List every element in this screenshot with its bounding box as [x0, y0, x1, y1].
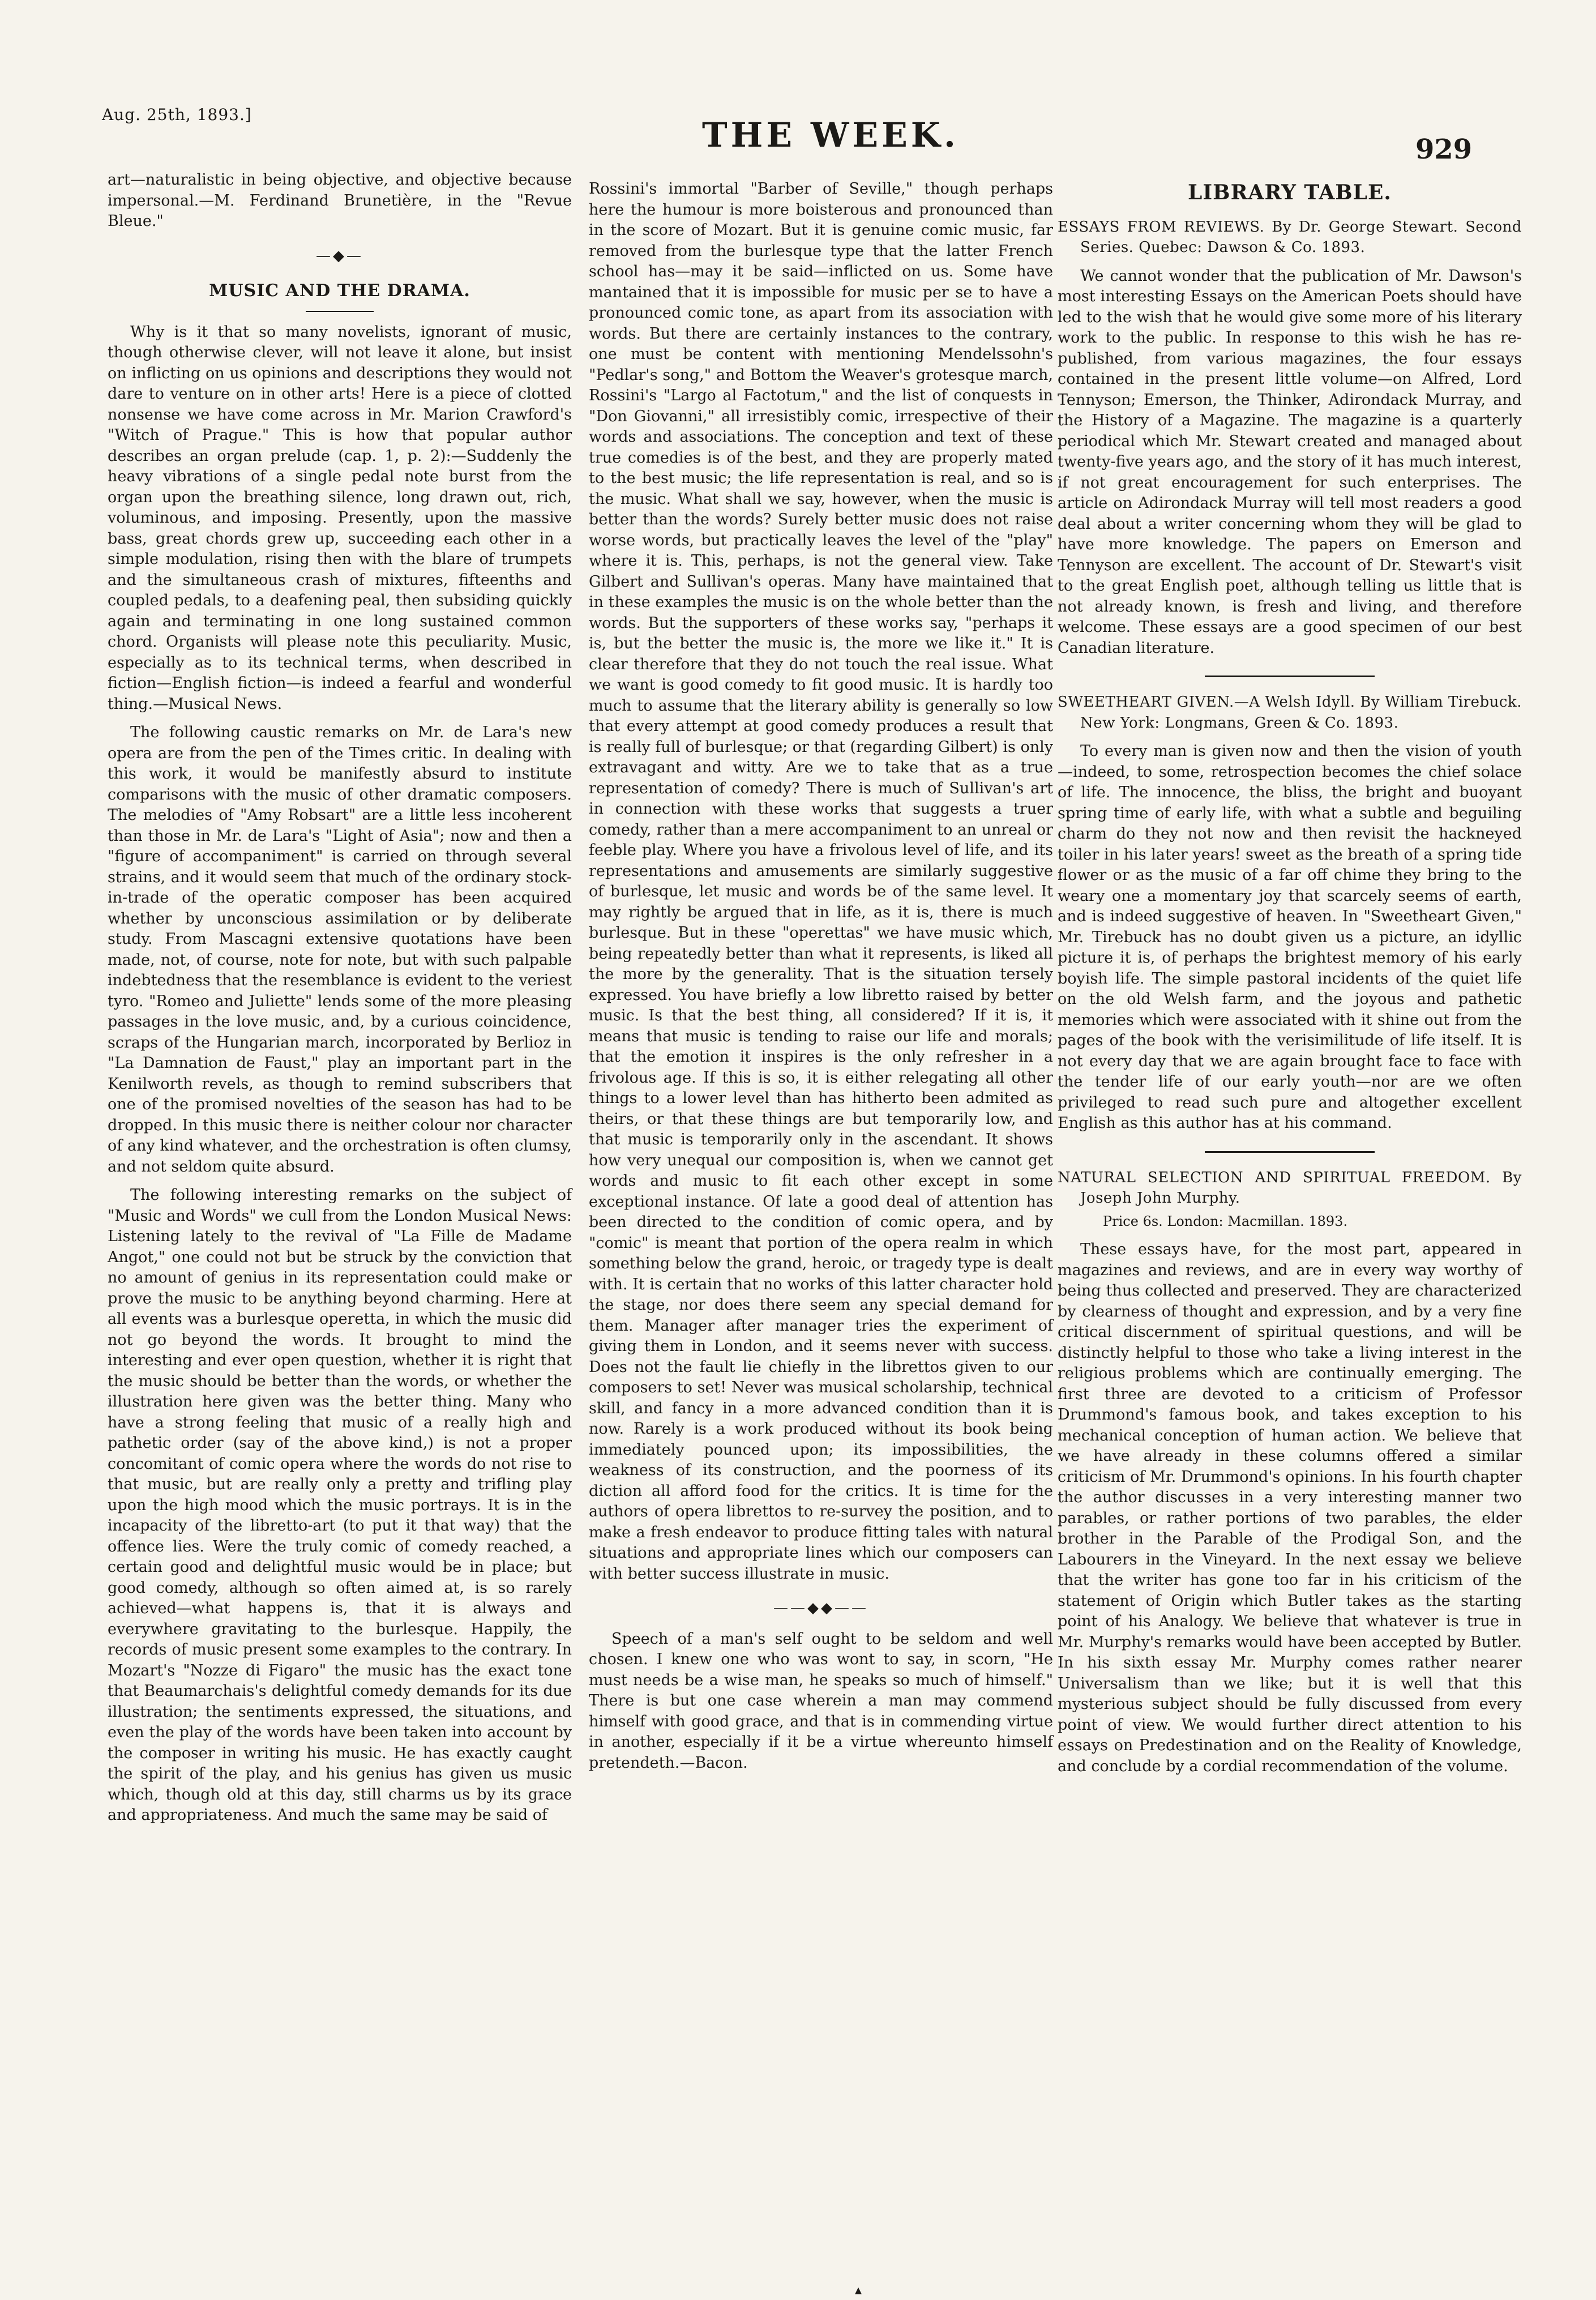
masthead-title: THE WEEK.	[702, 116, 959, 155]
paragraph: The following interesting remarks on the subject of "Music and Words" we cull from the London Musical News: Listening lately to the revival of "La Fille de Madame Angot," one could not but be struck by the conviction that no amount of genius in its representation could make or prove the music to be anything beyond charming. Here at all events was a burlesque operetta, in which the music did not go beyond the words. It brought to mind the interesting and ever open question, whether it is right that the music should be better than the words, or whether the illustration here given was the better thing. Many who have a strong feeling that music of a really high and pathetic order (say of the above kind,) is not a proper concomitant of comic opera where the words do not rise to that music, but are really only a pretty and trifling play upon the high mood which the music portrays. It is in the incapacity of the libretto-art (to put it that way) that the offence lies. Were the truly comic of comedy reached, a certain good and delightful music would be in place; but good comedy, although so often aimed at, is so rarely achieved—what happens is, that it is always and everywhere gravitating to the burlesque. Happily, the records of music present some examples to the contrary. In Mozart's "Nozze di Figaro" the music has the exact tone that Beaumarchais's delightful comedy demands for its due illustration; the sentiments expressed, the situations, and even the play of the words have been taken into account by the composer in writing his music. He has exactly caught the spirit of the play, and his genius has given us music which, though old at this day, still charms us by its grace and appropriateness. And much the same may be said of	[108, 1186, 572, 1824]
review-body: To every man is given now and then the vision of youth—indeed, to some, retrospection becomes the chief solace of life. The innocence, the bliss, the bright and buoyant spring time of early life, with what a subtle and beguiling charm do they not now and then revisit the hackneyed toiler in his later years! sweet as the breath of a spring tide flower or as the music of a far off chime they bring to the weary one a momentary joy that scarcely seems of earth, and is indeed suggestive of heaven. In "Sweetheart Given," Mr. Tirebuck has no doubt given us a picture, an idyllic picture it is, of perhaps the brightest memory of his early boyish life. The simple pastoral incidents of the quiet life on the old Welsh farm, and the joyous and pathetic memories which were associated with it shine out from the pages of the book with the verisimilitude of life itself. It is not every day that we are again brought face to face with the tender life of our early youth—nor are we often privileged to read such pure and altogether excellent English as this author has at his command.	[1058, 742, 1522, 1132]
review-heading: ESSAYS FROM REVIEWS. By Dr. George Stewart. Second Series. Quebec: Dawson & Co. 1893.	[1058, 218, 1522, 256]
paragraph: Why is it that so many novelists, ignorant of music, though otherwise clever, will not leave it alone, but insist on inflicting on us opinions and descriptions they would not dare to venture on in other arts! Here is a piece of clotted nonsense we have come across in Mr. Marion Crawford's "Witch of Prague." This is how that popular author describes an organ prelude (cap. 1, p. 2):—Suddenly the heavy vibrations of a single pedal note burst from the organ upon the breathing silence, long drawn out, rich, voluminous, and imposing. Presently, upon the massive bass, great chords grew up, succeeding each other in a simple modulation, rising then with the blare of trumpets and the simultaneous crash of mixtures, fifteenths and coupled pedals, to a deafening peal, then subsiding quickly again and terminating in one long sustained common chord. Organists will please note this peculiarity. Music, especially as to its technical terms, when described in fiction—English fiction—is indeed a fearful and wonderful thing.—Musical News.	[108, 323, 572, 713]
review-heading: NATURAL SELECTION AND SPIRITUAL FREEDOM. By Joseph John Murphy.	[1058, 1169, 1522, 1207]
intro-fragment: art—naturalistic in being objective, and objective because impersonal.—M. Ferdinand Brunetière, in the "Revue Bleue."	[108, 171, 572, 230]
issue-date: Aug. 25th, 1893.]	[102, 105, 252, 124]
paragraph-bacon-quote: Speech of a man's self ought to be seldom and well chosen. I knew one who was wont to say, in scorn, "He must needs be a wise man, he speaks so much of himself." There is but one case wherein a man may commend himself with good grace, and that is in commending virtue in another, especially if it be a virtue whereunto himself pretendeth.—Bacon.	[589, 1630, 1053, 1772]
section-rule	[1205, 1151, 1375, 1153]
paragraph: The following caustic remarks on Mr. de Lara's new opera are from the pen of the Times critic. In dealing with this work, it would be manifestly absurd to institute comparisons with the music of other dramatic composers. The melodies of "Amy Robsart" are a little less incoherent than those in Mr. de Lara's "Light of Asia"; now and then a "figure of accompaniment" is carried on through several strains, and it would seem that much of the ordinary stock-in-trade of the operatic composer has been acquired whether by unconscious assimilation or by deliberate study. From Mascagni extensive quotations have been made, not, of course, note for note, but with such palpable indebtedness that the resemblance is evident to the veriest tyro. "Romeo and Juliette" lends some of the more pleasing passages in the love music, and, by a curious coincidence, scraps of the Hungarian march, incorporated by Berlioz in "La Damnation de Faust," play an important part in the Kenilworth revels, as though to remind subscribers that one of the promised novelties of the season has had to be dropped. In this music there is neither colour nor character of any kind whatever, and the orchestration is often clumsy, and not seldom quite absurd.	[108, 724, 572, 1175]
review-body: We cannot wonder that the publication of Mr. Dawson's most interesting Essays on the American Poets should have led to the wish that he would give some more of his literary work to the public. In response to this wish he has re-published, from various magazines, the four essays contained in the present little volume—on Alfred, Lord Tennyson; Emerson, the Thinker, Adirondack Murray, and the History of a Magazine. The magazine is a quarterly periodical which Mr. Stewart created and managed about twenty-five years ago, and the story of it has much interest, if not great encouragement for such enterprises. The article on Adirondack Murray will tell most readers a good deal about a writer concerning whom they will be glad to have more knowledge. The papers on Emerson and Tennyson are excellent. The account of Dr. Stewart's visit to the great English poet, although telling us little that is not already known, is fresh and living, and therefore welcome. These essays are a good specimen of our best Canadian literature.	[1058, 267, 1522, 657]
section-heading-music-drama: MUSIC AND THE DRAMA.	[209, 281, 470, 301]
ornament-divider: —◆—	[316, 247, 363, 264]
column-left	[108, 170, 572, 1826]
page-number: 929	[1415, 134, 1473, 165]
bottom-mark: ▴	[855, 2282, 862, 2298]
review-heading: SWEETHEART GIVEN.—A Welsh Idyll. By William Tirebuck. New York: Longmans, Green & Co. 1893.	[1058, 694, 1522, 732]
column-right	[1058, 179, 1522, 1777]
ornament-divider: ——◆◆——	[773, 1600, 868, 1617]
column-middle	[589, 179, 1053, 1773]
short-rule	[306, 311, 374, 312]
section-heading-library-table: LIBRARY TABLE.	[1188, 181, 1392, 204]
paragraph: Rossini's immortal "Barber of Seville," though perhaps here the humour is more boisterous and pronounced than in the score of Mozart. But it is genuine comic music, far removed from the burlesque type that the latter French school has—may it be said—inflicted on us. Some have mantained that it is impossible for music per se to have a pronounced comic tone, as apart from its association with words. But there are certainly instances to the contrary, one must be content with mentioning Mendelssohn's "Pedlar's song," and Bottom the Weaver's grotesque march, Rossini's "Largo al Factotum," and the list of conquests in "Don Giovanni," all irresistibly comic, irrespective of their words and associations. The conception and text of these true comedies is of the best, and they are properly mated to the best music; the life representation is real, and so is the music. What shall we say, however, when the music is better than the words? Surely better music does not raise worse words, but practically leaves the level of the "play" where it is. This, perhaps, is not the general view. Take Gilbert and Sullivan's operas. Many have maintained that in these examples the music is on the whole better than the words. But the supporters of these works say, "perhaps it is, but the better the music is, the more we like it." It is clear therefore that they do not touch the real issue. What we want is good comedy to fit good music. It is hardly too much to assume that the literary ability is generally so low that every attempt at good comedy produces a result that is really full of burlesque; or that (regarding Gilbert) is only extravagant and witty. Are we to take that as a true representation of comedy? There is much of Sullivan's art in connection with these works that suggests a truer comedy, rather than a mere accompaniment to an unreal or feeble play. Where you have a frivolous level of life, and its representations and amusements are similarly suggestive of burlesque, let music and words be of the same level. It may rightly be argued that in life, as it is, there is much burlesque. But in these "operettas" we have music which, being repeatedly better than what it represents, is liked all the more by the generality. That is the situation tersely expressed. You have briefly a low libretto raised by better music. Is that the best thing, all considered? If it is, it means that music is tending to raise our life and morals; that the emotion it inspires is the only refresher in a frivolous age. If this is so, it is either relegating all other things to a lower level than has hitherto been admited as theirs, or that these things are but temporarily low, and that music is temporarily only in the ascendant. It shows how very unequal our composition is, when we cannot get words and music to fit each other except in some exceptional instance. Of late a good deal of attention has been directed to the condition of comic opera, and by "comic" is meant that portion of the opera realm in which something below the grand, heroic, or tragedy type is dealt with. It is certain that no works of this latter character hold the stage, nor does there seem any special demand for them. Manager after manager tries the experiment of giving them in London, and it seems never with success. Does not the fault lie chiefly in the librettos given to our composers to set! Never was musical scholarship, technical skill, and fancy in a more advanced condition than it is now. Rarely is a work produced without its book being immediately pounced upon; its impossibilities, the weakness of its construction, and the poorness of its diction all afford food for the critics. It is time for the authors of opera librettos to re-survey the position, and to make a fresh endeavor to produce fitting tales with natural situations and appropriate lines which our composers can with better success illustrate in music.	[589, 180, 1053, 1583]
review-meta: Price 6s. London: Macmillan. 1893.	[1103, 1213, 1348, 1229]
review-body: These essays have, for the most part, appeared in magazines and reviews, and are in every way worthy of being thus collected and preserved. They are characterized by clearness of thought and expression, and by a very fine critical discernment of spiritual questions, and will be distinctly helpful to those who take a living interest in the religious problems which are continually emerging. The first three are devoted to a criticism of Professor Drummond's famous book, and takes exception to his mechanical conception of human action. We believe that we have already in these columns offered a similar criticism of Mr. Drummond's opinions. In his fourth chapter the author discusses in a very interesting manner two parables, or rather portions of two parables, the elder brother in the Parable of the Prodigal Son, and the Labourers in the Vineyard. In the next essay we believe that the writer has gone too far in his criticism of the statement of Origin which Butler takes as the starting point of his Analogy. We believe that whatever is true in Mr. Murphy's remarks would have been accepted by Butler. In his sixth essay Mr. Murphy comes rather nearer Universalism than we like; but it is well that this mysterious subject should be fully discussed from every point of view. We would further direct attention to his essays on Predestination and on the Reality of Knowledge, and conclude by a cordial recommendation of the volume.	[1058, 1241, 1522, 1775]
section-rule	[1205, 676, 1375, 677]
